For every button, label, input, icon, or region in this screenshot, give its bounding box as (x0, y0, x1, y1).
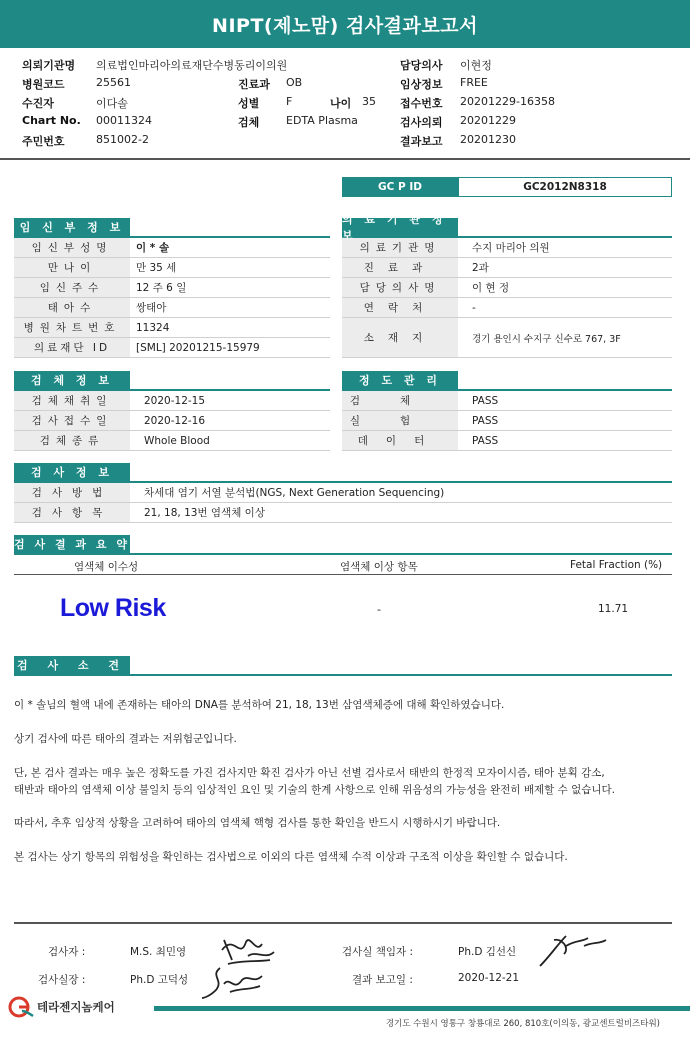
qc-label: 검체 (342, 391, 458, 410)
value-hospital-code: 25561 (96, 76, 131, 89)
company-logo (8, 996, 115, 1018)
value-patient: 이다솔 (96, 97, 128, 110)
specimen-type: Whole Blood (144, 434, 210, 447)
pregnant-chart-no: 11324 (136, 321, 170, 334)
value-receipt-no: 20201229-16358 (460, 95, 555, 108)
value-clinical-info: FREE (460, 76, 488, 89)
footer-bar (154, 1006, 690, 1011)
test-section-title: 검 사 정 보 (14, 463, 130, 481)
summary-header-abnormal: 염색체 이상 항목 (340, 561, 418, 573)
test-method: 차세대 염기 서열 분석법(NGS, Next Generation Sequencing) (144, 487, 445, 499)
label-chart-no: Chart No. (22, 114, 81, 127)
pregnant-weeks: 12 주 6 일 (136, 282, 187, 294)
opinion-section-title: 검 사 소 견 (14, 656, 130, 674)
institution-label: 담당의사명 (342, 278, 458, 297)
gcpid-row (342, 177, 672, 197)
pregnant-label: 만나이 (14, 258, 130, 277)
value-sex: F (286, 95, 293, 108)
pregnant-label: 의료재단 ID (14, 338, 130, 357)
label-receipt-no: 접수번호 (400, 97, 443, 110)
summary-header-row (14, 555, 672, 575)
pregnant-label: 병원차트번호 (14, 318, 130, 337)
tester-label: 검사자 : (48, 946, 86, 958)
summary-header-fetal-fraction: Fetal Fraction (%) (570, 559, 663, 571)
pregnant-foundation-id: [SML] 20201215-15979 (136, 341, 260, 354)
pregnant-label: 임신주수 (14, 278, 130, 297)
institution-label: 소재지 (342, 318, 458, 357)
label-clinical-info: 임상정보 (400, 78, 443, 91)
pregnant-label: 임신부성명 (14, 238, 130, 257)
value-specimen: EDTA Plasma (286, 114, 358, 127)
specimen-collection-date: 2020-12-15 (144, 394, 206, 407)
header-divider (0, 158, 690, 160)
summary-section-title: 검 사 결 과 요 약 (14, 535, 130, 553)
specimen-section (14, 371, 330, 451)
qc-specimen-value: PASS (472, 394, 499, 407)
label-specimen: 검체 (238, 116, 260, 129)
opinion-line: 따라서, 추후 임상적 상황을 고려하여 태아의 염색체 핵형 검사를 통한 확인을 반드시 시행하시기 바랍니다. (14, 817, 501, 829)
value-doctor: 이현정 (460, 59, 492, 72)
footer-address: 경기도 수원시 영통구 창룡대로 260, 810호(이의동, 광교센트럴비즈타워) (385, 1019, 660, 1029)
label-resident-no: 주민번호 (22, 135, 65, 148)
gcpid-value: GC2012N8318 (458, 177, 672, 197)
pregnant-section (14, 218, 330, 358)
institution-section-title: 의 료 기 관 정 (342, 218, 458, 236)
director-name: Ph.D 고덕성 (130, 974, 189, 986)
specimen-label: 검체종류 (14, 431, 130, 450)
qc-data-value: PASS (472, 434, 499, 447)
qc-label: 데이터 (342, 431, 458, 450)
opinion-line: 이 * 솔님의 혈액 내에 존재하는 태아의 DNA를 분석하여 21, 18, 13번 삼염색체증에 대해 확인하였습니다. (14, 699, 505, 711)
label-request-date: 검사의뢰 (400, 116, 443, 129)
institution-label: 의료기관명 (342, 238, 458, 257)
value-resident-no: 851002-2 (96, 133, 149, 146)
qc-section-title: 정 도 관 리 (342, 371, 458, 389)
label-age: 나이 (330, 97, 352, 110)
result-risk: Low Risk (60, 594, 166, 622)
report-date-value: 2020-12-21 (458, 972, 520, 984)
label-sex: 성별 (238, 97, 260, 110)
opinion-line: 상기 검사에 따른 태아의 결과는 저위험군입니다. (14, 733, 237, 745)
specimen-section-title: 검 체 정 보 (14, 371, 130, 389)
qc-experiment-value: PASS (472, 414, 499, 427)
qc-label: 실험 (342, 411, 458, 430)
tester-signature (218, 930, 278, 966)
institution-department: 2과 (472, 262, 489, 274)
value-request-date: 20201229 (460, 114, 516, 127)
value-report-date: 20201230 (460, 133, 516, 146)
header-info (0, 52, 690, 152)
label-department: 진료과 (238, 78, 270, 91)
lead-label: 검사실 책임자 : (342, 946, 414, 958)
signature-divider (14, 922, 672, 924)
director-label: 검사실장 : (38, 974, 86, 986)
institution-name: 수지 마리아 의원 (472, 242, 550, 254)
specimen-label: 검체채취일 (14, 391, 130, 410)
pregnant-name: 이 * 솔 (136, 242, 170, 254)
qc-section (342, 371, 672, 451)
company-logo-icon (8, 996, 34, 1018)
result-fetal-fraction: 11.71 (598, 603, 629, 615)
opinion-line: 단, 본 검사 결과는 매우 높은 정확도를 가진 검사지만 확진 검사가 아닌 선별 검사로서 태반의 한정적 모자이시즘, 태아 분획 감소, (14, 767, 605, 779)
pregnant-fetus-count: 쌍태아 (136, 302, 167, 314)
specimen-receipt-date: 2020-12-16 (144, 414, 206, 427)
report-title: NIPT(제노맘) 검사결과보고서 (0, 0, 690, 48)
test-section (14, 463, 672, 523)
lead-name: Ph.D 김선신 (458, 946, 517, 958)
value-department: OB (286, 76, 303, 89)
result-abnormal: - (377, 603, 381, 616)
director-signature (200, 962, 266, 1002)
tester-name: M.S. 최민영 (130, 946, 187, 958)
value-age: 35 (362, 95, 376, 108)
opinion-line: 태반과 태아의 염색체 이상 불일치 등의 임상적인 요인 및 기술의 한계 사항으로 인해 위음성의 가능성을 완전히 배제할 수 없습니다. (14, 784, 615, 796)
test-label: 검사항목 (14, 503, 130, 522)
lead-signature (536, 928, 608, 970)
value-institution: 의료법인마리아의료재단수병동리이의원 (96, 59, 288, 72)
opinion-line: 본 검사는 상기 항목의 위험성을 확인하는 검사법으로 이외의 다른 염색체 수적 이상과 구조적 이상을 확인할 수 없습니다. (14, 851, 568, 863)
label-patient: 수진자 (22, 97, 54, 110)
institution-contact: - (472, 301, 476, 314)
gcpid-label: GC P ID (342, 177, 458, 197)
pregnant-section-title: 임 신 부 정 보 (14, 218, 130, 236)
institution-section (342, 213, 672, 358)
summary-section (14, 535, 672, 575)
institution-label: 진료과 (342, 258, 458, 277)
label-doctor: 담당의사 (400, 59, 443, 72)
opinion-section-line (14, 674, 672, 676)
institution-doctor: 이 현 정 (472, 282, 510, 294)
company-name: 테라젠지놈케어 (37, 1000, 115, 1014)
opinion-section (14, 656, 672, 676)
value-chart-no: 00011324 (96, 114, 152, 127)
pregnant-age: 만 35 세 (136, 262, 177, 274)
summary-header-aneuploidy: 염색체 이수성 (74, 561, 139, 573)
test-label: 검사방법 (14, 483, 130, 502)
label-hospital-code: 병원코드 (22, 78, 65, 91)
test-items: 21, 18, 13번 염색체 이상 (144, 507, 265, 519)
label-report-date: 결과보고 (400, 135, 443, 148)
pregnant-label: 태아수 (14, 298, 130, 317)
institution-address: 경기 용인시 수지구 신수로 767, 3F (472, 333, 621, 345)
report-date-label: 결과 보고일 : (352, 974, 413, 986)
specimen-label: 검사접수일 (14, 411, 130, 430)
label-institution: 의뢰기관명 (22, 59, 76, 72)
institution-label: 연락처 (342, 298, 458, 317)
